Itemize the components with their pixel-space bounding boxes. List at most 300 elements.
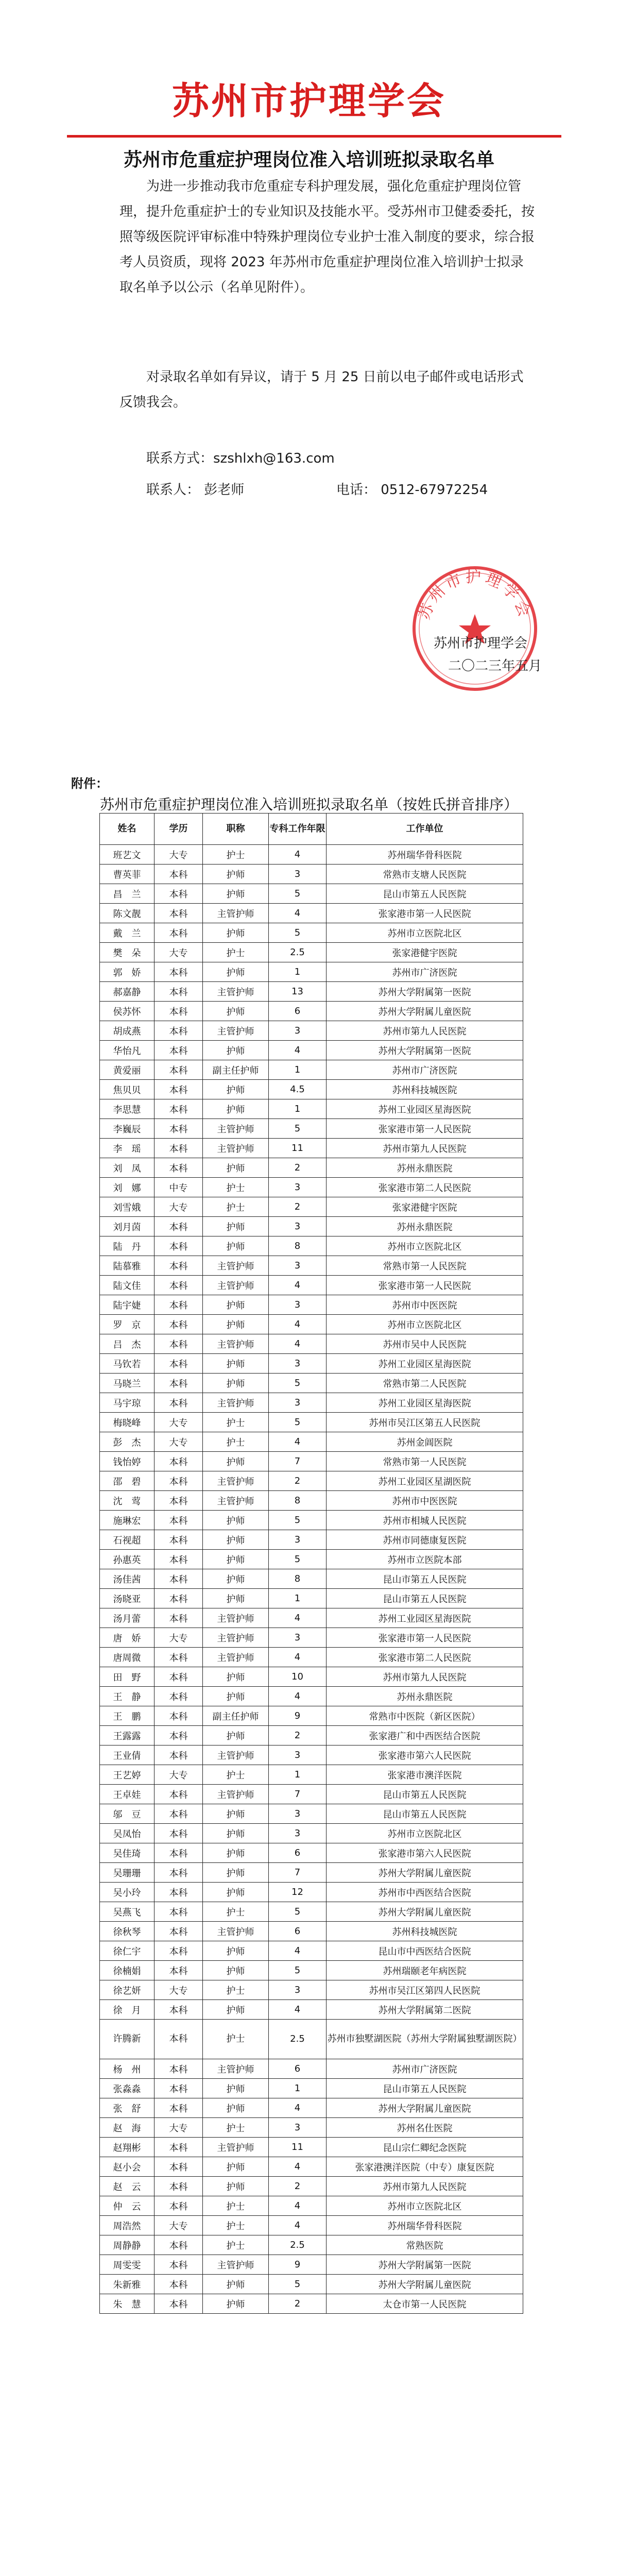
table-row <box>100 904 523 923</box>
cell-years: 2 <box>269 1726 327 1745</box>
cell-years: 9 <box>269 1706 327 1726</box>
cell-years: 8 <box>269 1569 327 1589</box>
cell-education: 本科 <box>154 962 203 982</box>
cell-title: 主管护师 <box>203 982 269 1002</box>
cell-years: 6 <box>269 1922 327 1941</box>
cell-employer: 苏州大学附属第二医院 <box>327 2000 523 2020</box>
cell-years: 3 <box>269 1804 327 1824</box>
cell-years: 4 <box>269 2098 327 2118</box>
cell-education: 本科 <box>154 1393 203 1413</box>
cell-education: 本科 <box>154 2000 203 2020</box>
cell-years: 6 <box>269 2059 327 2079</box>
cell-years: 3 <box>269 1980 327 2000</box>
cell-name: 赵 云 <box>100 2177 154 2196</box>
cell-years: 5 <box>269 1413 327 1432</box>
cell-employer: 苏州大学附属第一医院 <box>327 982 523 1002</box>
cell-education: 本科 <box>154 1569 203 1589</box>
cell-title: 主管护师 <box>203 1745 269 1765</box>
cell-years: 11 <box>269 1139 327 1158</box>
table-row <box>100 2255 523 2275</box>
cell-education: 本科 <box>154 1158 203 1178</box>
cell-title: 护师 <box>203 2157 269 2177</box>
cell-employer: 张家港市第一人民医院 <box>327 904 523 923</box>
cell-title: 护士 <box>203 1980 269 2000</box>
cell-employer: 常熟市支塘人民医院 <box>327 865 523 884</box>
cell-education: 本科 <box>154 1922 203 1941</box>
cell-education: 大专 <box>154 845 203 865</box>
cell-employer: 昆山市第五人民医院 <box>327 1589 523 1608</box>
cell-name: 赵翔彬 <box>100 2138 154 2157</box>
table-row <box>100 1060 523 1080</box>
cell-name: 王艺婷 <box>100 1765 154 1785</box>
cell-employer: 张家港市第二人民医院 <box>327 1178 523 1197</box>
cell-employer: 常熟市第二人民医院 <box>327 1374 523 1393</box>
cell-name: 樊 朵 <box>100 943 154 962</box>
table-row <box>100 2020 523 2059</box>
cell-title: 副主任护师 <box>203 1060 269 1080</box>
cell-name: 朱 慧 <box>100 2294 154 2314</box>
cell-title: 主管护师 <box>203 2059 269 2079</box>
cell-name: 徐艺妍 <box>100 1980 154 2000</box>
cell-name: 彭 杰 <box>100 1432 154 1452</box>
cell-employer: 苏州大学附属儿童医院 <box>327 1863 523 1883</box>
cell-years: 3 <box>269 1354 327 1374</box>
cell-title: 护师 <box>203 1080 269 1099</box>
cell-employer: 张家港市第一人民医院 <box>327 1628 523 1648</box>
cell-years: 3 <box>269 1217 327 1236</box>
cell-education: 本科 <box>154 1589 203 1608</box>
cell-title: 主管护师 <box>203 1119 269 1139</box>
cell-years: 5 <box>269 1550 327 1569</box>
table-row <box>100 1785 523 1804</box>
cell-title: 主管护师 <box>203 1922 269 1941</box>
cell-employer: 苏州永鼎医院 <box>327 1158 523 1178</box>
cell-education: 大专 <box>154 1413 203 1432</box>
cell-education: 大专 <box>154 2118 203 2138</box>
table-row <box>100 1648 523 1667</box>
cell-name: 周浩然 <box>100 2216 154 2235</box>
cell-years: 3 <box>269 1824 327 1843</box>
table-row <box>100 2177 523 2196</box>
cell-years: 4 <box>269 1687 327 1706</box>
cell-name: 李巍辰 <box>100 1119 154 1139</box>
cell-title: 护师 <box>203 2275 269 2294</box>
table-row <box>100 1002 523 1021</box>
cell-employer: 苏州市中西医结合医院 <box>327 1883 523 1902</box>
cell-years: 3 <box>269 1530 327 1550</box>
cell-title: 护师 <box>203 1961 269 1980</box>
cell-education: 大专 <box>154 1628 203 1648</box>
cell-education: 本科 <box>154 1843 203 1863</box>
admission-list-table <box>99 813 523 2314</box>
cell-education: 本科 <box>154 2235 203 2255</box>
cell-name: 徐 月 <box>100 2000 154 2020</box>
cell-years: 8 <box>269 1491 327 1511</box>
table-row <box>100 1315 523 1334</box>
attachment-label: 附件： <box>71 776 108 791</box>
cell-employer: 常熟市中医院（新区医院） <box>327 1706 523 1726</box>
cell-employer: 苏州市第九人民医院 <box>327 2177 523 2196</box>
cell-employer: 苏州大学附属儿童医院 <box>327 2275 523 2294</box>
cell-employer: 苏州大学附属儿童医院 <box>327 1002 523 1021</box>
table-row <box>100 1765 523 1785</box>
table-row <box>100 1334 523 1354</box>
table-row <box>100 923 523 943</box>
cell-education: 大专 <box>154 1432 203 1452</box>
cell-title: 护师 <box>203 1530 269 1550</box>
cell-education: 本科 <box>154 2138 203 2157</box>
cell-education: 本科 <box>154 2275 203 2294</box>
cell-title: 护师 <box>203 1569 269 1589</box>
table-row <box>100 1158 523 1178</box>
cell-years: 4.5 <box>269 1080 327 1099</box>
cell-employer: 苏州工业园区星海医院 <box>327 1099 523 1119</box>
cell-education: 本科 <box>154 1041 203 1060</box>
cell-years: 4 <box>269 1315 327 1334</box>
cell-employer: 苏州瑞颐老年病医院 <box>327 1961 523 1980</box>
cell-education: 本科 <box>154 1726 203 1745</box>
cell-title: 护士 <box>203 2020 269 2059</box>
cell-years: 5 <box>269 1374 327 1393</box>
cell-name: 张 舒 <box>100 2098 154 2118</box>
table-row <box>100 2294 523 2314</box>
cell-title: 护师 <box>203 1295 269 1315</box>
cell-employer: 昆山市中西医结合医院 <box>327 1941 523 1961</box>
cell-education: 本科 <box>154 865 203 884</box>
table-row <box>100 2000 523 2020</box>
cell-name: 王 鹏 <box>100 1706 154 1726</box>
cell-education: 本科 <box>154 1824 203 1843</box>
table-row <box>100 1745 523 1765</box>
table-row <box>100 2059 523 2079</box>
cell-name: 吴燕飞 <box>100 1902 154 1922</box>
cell-years: 4 <box>269 1941 327 1961</box>
cell-education: 本科 <box>154 1276 203 1295</box>
cell-years: 10 <box>269 1667 327 1687</box>
cell-employer: 苏州市第九人民医院 <box>327 1139 523 1158</box>
cell-education: 本科 <box>154 1941 203 1961</box>
cell-years: 7 <box>269 1452 327 1471</box>
table-row <box>100 1941 523 1961</box>
cell-employer: 张家港市第六人民医院 <box>327 1745 523 1765</box>
table-row <box>100 1491 523 1511</box>
cell-education: 本科 <box>154 1139 203 1158</box>
cell-years: 4 <box>269 2000 327 2020</box>
cell-years: 6 <box>269 1002 327 1021</box>
cell-title: 主管护师 <box>203 1491 269 1511</box>
cell-name: 罗 京 <box>100 1315 154 1334</box>
cell-education: 本科 <box>154 1745 203 1765</box>
cell-name: 胡成燕 <box>100 1021 154 1041</box>
cell-name: 田 野 <box>100 1667 154 1687</box>
cell-education: 本科 <box>154 2177 203 2196</box>
cell-name: 黄爱丽 <box>100 1060 154 1080</box>
cell-title: 护师 <box>203 1217 269 1236</box>
table-row <box>100 1589 523 1608</box>
cell-title: 主管护师 <box>203 2255 269 2275</box>
cell-name: 戴 兰 <box>100 923 154 943</box>
col-header-title: 职称 <box>203 814 269 845</box>
cell-years: 2.5 <box>269 2235 327 2255</box>
table-row <box>100 1608 523 1628</box>
cell-years: 2 <box>269 1471 327 1491</box>
cell-name: 钱怡婷 <box>100 1452 154 1471</box>
cell-education: 本科 <box>154 2020 203 2059</box>
cell-name: 焦贝贝 <box>100 1080 154 1099</box>
cell-title: 护师 <box>203 1511 269 1530</box>
cell-title: 护师 <box>203 1002 269 1021</box>
cell-years: 3 <box>269 1393 327 1413</box>
cell-name: 侯苏怀 <box>100 1002 154 1021</box>
table-row <box>100 865 523 884</box>
cell-education: 本科 <box>154 1648 203 1667</box>
cell-education: 大专 <box>154 2216 203 2235</box>
cell-name: 李思慧 <box>100 1099 154 1119</box>
table-row <box>100 1628 523 1648</box>
cell-employer: 苏州大学附属第一医院 <box>327 2255 523 2275</box>
cell-name: 吴珊珊 <box>100 1863 154 1883</box>
table-row <box>100 1667 523 1687</box>
cell-name: 周雯雯 <box>100 2255 154 2275</box>
cell-years: 4 <box>269 2216 327 2235</box>
svg-text:苏州市护理学会: 苏州市护理学会 <box>415 568 535 622</box>
cell-title: 护师 <box>203 2098 269 2118</box>
cell-education: 本科 <box>154 1608 203 1628</box>
table-row <box>100 2079 523 2098</box>
cell-education: 本科 <box>154 1002 203 1021</box>
cell-education: 本科 <box>154 1902 203 1922</box>
cell-title: 护师 <box>203 1099 269 1119</box>
cell-title: 护士 <box>203 2118 269 2138</box>
cell-years: 3 <box>269 1021 327 1041</box>
intro-paragraph: 为进一步推动我市危重症专科护理发展，强化危重症护理岗位管理，提升危重症护士的专业知识及技能水平。受苏州市卫健委委托，按照等级医院评审标准中特殊护理岗位专业护士准入制度的要求，综合报考人员资质，现将 2023 年苏州市危重症护理岗位准入培训护士拟录取名单予以公示（名单见附件）。 <box>119 179 535 295</box>
cell-years: 9 <box>269 2255 327 2275</box>
cell-title: 主管护师 <box>203 1785 269 1804</box>
cell-years: 3 <box>269 2118 327 2138</box>
cell-years: 4 <box>269 1276 327 1295</box>
cell-name: 陆慕雅 <box>100 1256 154 1276</box>
cell-title: 护士 <box>203 2235 269 2255</box>
cell-title: 护师 <box>203 2177 269 2196</box>
cell-name: 郝嘉静 <box>100 982 154 1002</box>
signature-organization: 苏州市护理学会 <box>434 636 528 651</box>
table-row <box>100 1726 523 1745</box>
cell-education: 本科 <box>154 1236 203 1256</box>
cell-years: 2 <box>269 2294 327 2314</box>
cell-title: 护士 <box>203 1902 269 1922</box>
table-header-row <box>100 814 523 845</box>
cell-title: 护师 <box>203 1236 269 1256</box>
cell-employer: 苏州永鼎医院 <box>327 1687 523 1706</box>
cell-title: 护师 <box>203 1550 269 1569</box>
cell-name: 徐秋琴 <box>100 1922 154 1941</box>
table-row <box>100 2138 523 2157</box>
cell-years: 1 <box>269 1765 327 1785</box>
cell-years: 5 <box>269 1119 327 1139</box>
cell-employer: 昆山市第五人民医院 <box>327 2079 523 2098</box>
cell-education: 本科 <box>154 1471 203 1491</box>
table-row <box>100 2216 523 2235</box>
cell-title: 护士 <box>203 1765 269 1785</box>
cell-title: 护师 <box>203 1374 269 1393</box>
cell-employer: 苏州市同德康复医院 <box>327 1530 523 1550</box>
cell-years: 5 <box>269 1902 327 1922</box>
table-row <box>100 1530 523 1550</box>
cell-years: 7 <box>269 1785 327 1804</box>
cell-education: 本科 <box>154 2157 203 2177</box>
table-row <box>100 884 523 904</box>
cell-employer: 苏州市吴江区第五人民医院 <box>327 1413 523 1432</box>
cell-name: 吴凤怡 <box>100 1824 154 1843</box>
contact-email: 联系方式：szshlxh@163.com <box>146 451 335 466</box>
cell-name: 吴佳琦 <box>100 1843 154 1863</box>
cell-employer: 苏州市立医院北区 <box>327 1315 523 1334</box>
cell-employer: 苏州市广济医院 <box>327 962 523 982</box>
cell-title: 护师 <box>203 2000 269 2020</box>
cell-years: 4 <box>269 904 327 923</box>
cell-name: 许腾新 <box>100 2020 154 2059</box>
table-row <box>100 1902 523 1922</box>
cell-years: 5 <box>269 923 327 943</box>
table-row <box>100 1804 523 1824</box>
col-header-years: 专科工作年限 <box>269 814 327 845</box>
cell-employer: 苏州工业园区星湖医院 <box>327 1471 523 1491</box>
cell-years: 5 <box>269 1961 327 1980</box>
cell-education: 本科 <box>154 1334 203 1354</box>
cell-title: 护师 <box>203 1589 269 1608</box>
cell-name: 张淼淼 <box>100 2079 154 2098</box>
cell-name: 吴小玲 <box>100 1883 154 1902</box>
cell-years: 1 <box>269 2079 327 2098</box>
cell-years: 2.5 <box>269 2020 327 2059</box>
cell-employer: 张家港市第六人民医院 <box>327 1843 523 1863</box>
cell-years: 7 <box>269 1863 327 1883</box>
cell-years: 5 <box>269 2275 327 2294</box>
attachment-title: 苏州市危重症护理岗位准入培训班拟录取名单（按姓氏拼音排序） <box>99 796 518 813</box>
table-row <box>100 1295 523 1315</box>
cell-title: 护士 <box>203 943 269 962</box>
cell-employer: 苏州市中医医院 <box>327 1491 523 1511</box>
cell-years: 4 <box>269 1334 327 1354</box>
cell-education: 本科 <box>154 1452 203 1471</box>
table-row <box>100 1374 523 1393</box>
letterhead-red-rule <box>67 135 561 138</box>
cell-title: 护士 <box>203 1197 269 1217</box>
official-seal-icon <box>408 562 542 696</box>
cell-employer: 常熟市第一人民医院 <box>327 1452 523 1471</box>
cell-years: 1 <box>269 1589 327 1608</box>
table-row <box>100 1217 523 1236</box>
cell-name: 陆 丹 <box>100 1236 154 1256</box>
table-row <box>100 1393 523 1413</box>
cell-years: 4 <box>269 1041 327 1060</box>
cell-employer: 苏州工业园区星海医院 <box>327 1354 523 1374</box>
cell-name: 赵 海 <box>100 2118 154 2138</box>
cell-education: 本科 <box>154 1804 203 1824</box>
table-row <box>100 943 523 962</box>
cell-years: 3 <box>269 1295 327 1315</box>
cell-name: 吕 杰 <box>100 1334 154 1354</box>
col-header-education: 学历 <box>154 814 203 845</box>
cell-name: 陆文佳 <box>100 1276 154 1295</box>
cell-education: 本科 <box>154 1863 203 1883</box>
cell-employer: 苏州市吴江区第四人民医院 <box>327 1980 523 2000</box>
cell-name: 徐仁宇 <box>100 1941 154 1961</box>
table-row <box>100 2157 523 2177</box>
cell-education: 本科 <box>154 982 203 1002</box>
cell-name: 唐周微 <box>100 1648 154 1667</box>
cell-name: 班艺文 <box>100 845 154 865</box>
table-row <box>100 1041 523 1060</box>
col-header-name: 姓名 <box>100 814 154 845</box>
cell-employer: 太仓市第一人民医院 <box>327 2294 523 2314</box>
cell-name: 曹英菲 <box>100 865 154 884</box>
cell-years: 4 <box>269 2196 327 2216</box>
cell-name: 马晓兰 <box>100 1374 154 1393</box>
cell-years: 3 <box>269 865 327 884</box>
cell-name: 马宇琼 <box>100 1393 154 1413</box>
cell-name: 汤月蕾 <box>100 1608 154 1628</box>
cell-education: 本科 <box>154 2294 203 2314</box>
cell-employer: 苏州科技城医院 <box>327 1922 523 1941</box>
document-title: 苏州市危重症护理岗位准入培训班拟录取名单 <box>123 149 494 171</box>
cell-name: 刘月茵 <box>100 1217 154 1236</box>
cell-education: 本科 <box>154 1295 203 1315</box>
cell-education: 本科 <box>154 2255 203 2275</box>
cell-title: 主管护师 <box>203 2138 269 2157</box>
cell-title: 护师 <box>203 962 269 982</box>
cell-education: 本科 <box>154 1785 203 1804</box>
table-row <box>100 1824 523 1843</box>
cell-title: 护师 <box>203 1354 269 1374</box>
cell-title: 护士 <box>203 2196 269 2216</box>
cell-name: 刘雪娥 <box>100 1197 154 1217</box>
table-row <box>100 2235 523 2255</box>
cell-education: 本科 <box>154 1217 203 1236</box>
cell-education: 本科 <box>154 1530 203 1550</box>
table-body <box>100 845 523 2314</box>
cell-employer: 苏州市广济医院 <box>327 1060 523 1080</box>
cell-name: 陆宇婕 <box>100 1295 154 1315</box>
cell-employer: 张家港市第一人民医院 <box>327 1119 523 1139</box>
cell-title: 主管护师 <box>203 1021 269 1041</box>
cell-name: 徐楠娟 <box>100 1961 154 1980</box>
cell-employer: 苏州大学附属儿童医院 <box>327 2098 523 2118</box>
cell-education: 本科 <box>154 1511 203 1530</box>
cell-years: 6 <box>269 1843 327 1863</box>
cell-employer: 张家港广和中西医结合医院 <box>327 1726 523 1745</box>
cell-employer: 苏州市立医院本部 <box>327 1550 523 1569</box>
cell-years: 11 <box>269 2138 327 2157</box>
cell-title: 副主任护师 <box>203 1706 269 1726</box>
table-row <box>100 1980 523 2000</box>
cell-years: 13 <box>269 982 327 1002</box>
table-row <box>100 1119 523 1139</box>
cell-years: 4 <box>269 2157 327 2177</box>
cell-name: 王露露 <box>100 1726 154 1745</box>
col-header-employer: 工作单位 <box>327 814 523 845</box>
table-row <box>100 1256 523 1276</box>
cell-title: 主管护师 <box>203 1608 269 1628</box>
table-row <box>100 1471 523 1491</box>
cell-years: 2 <box>269 1158 327 1178</box>
cell-education: 本科 <box>154 904 203 923</box>
cell-employer: 张家港市澳洋医院 <box>327 1765 523 1785</box>
cell-education: 本科 <box>154 1080 203 1099</box>
cell-name: 仲 云 <box>100 2196 154 2216</box>
cell-title: 主管护师 <box>203 904 269 923</box>
cell-years: 2.5 <box>269 943 327 962</box>
